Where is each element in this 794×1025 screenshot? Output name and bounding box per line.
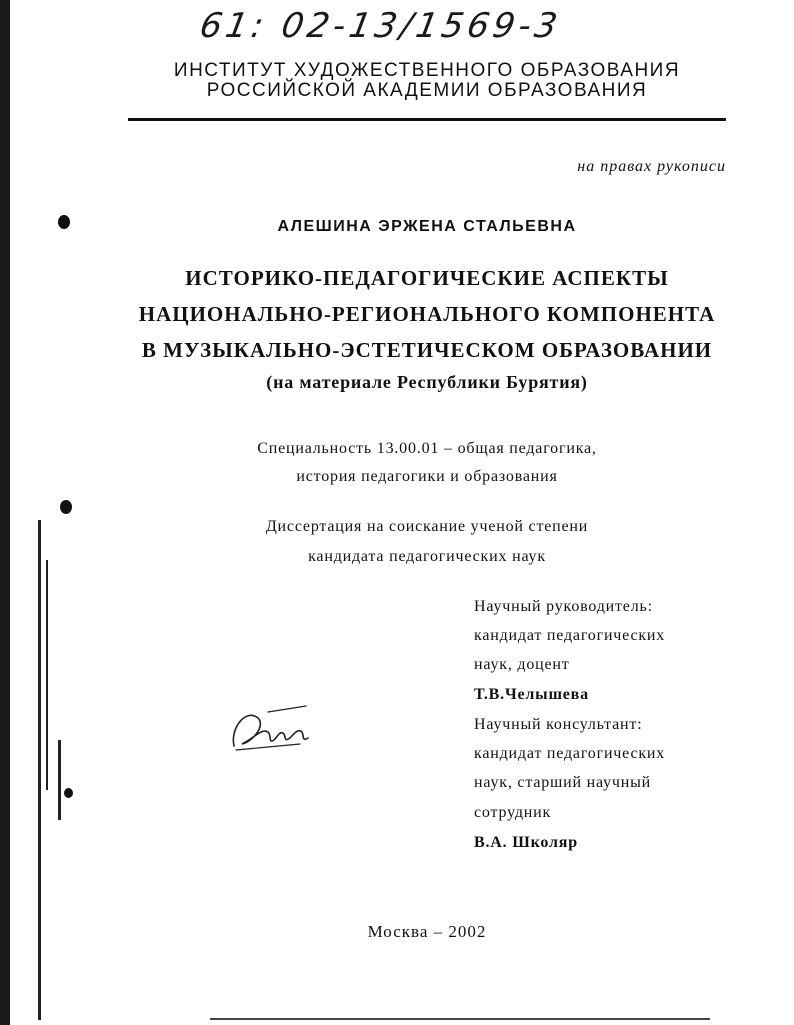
title-line-3: В МУЗЫКАЛЬНО-ЭСТЕТИЧЕСКОМ ОБРАЗОВАНИИ — [141, 338, 713, 362]
title-line-2: НАЦИОНАЛЬНО-РЕГИОНАЛЬНОГО КОМПОНЕНТА — [138, 302, 716, 326]
supervisor-degree-1: кандидат педагогических — [474, 627, 666, 644]
rights-note: на правах рукописи — [577, 158, 726, 175]
consultant-degree-2: наук, старший научный — [474, 774, 652, 791]
consultant-name: В.А. Школяр — [474, 834, 578, 851]
supervisor-name: Т.В.Челышева — [474, 686, 589, 703]
consultant-degree-1: кандидат педагогических — [474, 745, 666, 762]
header-divider — [128, 118, 726, 121]
institute-line-1: ИНСТИТУТ ХУДОЖЕСТВЕННОГО ОБРАЗОВАНИЯ — [173, 60, 681, 81]
scan-margin-line-3 — [58, 740, 61, 820]
supervisor-role: Научный руководитель: — [474, 598, 653, 615]
scan-margin-line-2 — [46, 560, 48, 790]
institute-line-2: РОССИЙСКОЙ АКАДЕМИИ ОБРАЗОВАНИЯ — [206, 80, 648, 101]
city-year: Москва – 2002 — [367, 922, 487, 941]
consultant-role: Научный консультант: — [474, 716, 643, 733]
author-name: АЛЕШИНА ЭРЖЕНА СТАЛЬЕВНА — [277, 218, 577, 235]
specialty-line-2: история педагогики и образования — [296, 468, 558, 485]
specialty-line-1: Специальность 13.00.01 – общая педагогика, — [257, 440, 597, 457]
supervisor-degree-2: наук, доцент — [474, 656, 570, 673]
scan-edge-shadow — [0, 0, 10, 1025]
scan-margin-line — [38, 520, 41, 1020]
title-subtitle: (на материале Республики Бурятия) — [266, 372, 588, 392]
dissertation-line-2: кандидата педагогических наук — [308, 548, 546, 565]
punch-hole-icon — [64, 788, 73, 798]
author-signature — [228, 698, 318, 758]
bottom-scan-stripe — [210, 1018, 710, 1020]
dissertation-line-1: Диссертация на соискание ученой степени — [265, 518, 589, 535]
punch-hole-icon — [60, 500, 72, 514]
archive-number: 61: 02-13/1569-3 — [196, 6, 565, 46]
title-line-1: ИСТОРИКО-ПЕДАГОГИЧЕСКИЕ АСПЕКТЫ — [185, 266, 669, 290]
punch-hole-icon — [58, 215, 70, 229]
consultant-degree-3: сотрудник — [474, 804, 552, 821]
